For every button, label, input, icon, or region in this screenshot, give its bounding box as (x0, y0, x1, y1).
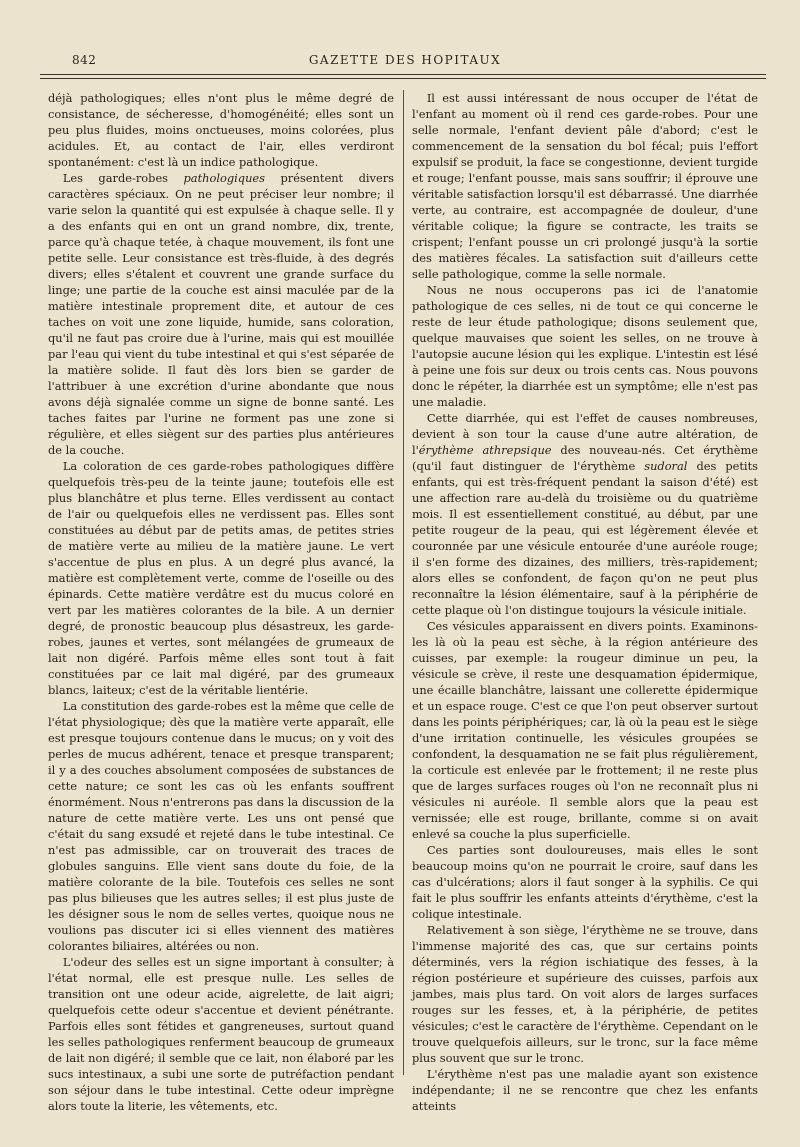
paragraph (48, 698, 394, 954)
paragraph-text: Ces vésicules apparaissent en divers points. Examinons-les là où la peau est sèche, à la région antérieure des cuisses, par exemple: la rougeur diminue un peu, la vésicule se crève, il reste une desquamation épidermique, une écaille blanchâtre, laissant une collerette épidermique et un espace rouge. C'est ce que l'on peut observer surtout dans les points périphériques; car, là où la peau est le siège d'une irritation continuelle, les vésicules groupées se confondent, la desquamation ne se fait plus régulièrement, la corticule est enlevée par le frottement; il ne reste plus que de larges surfaces rouges où l'on ne reconnaît plus ni vésicules ni auréole. Il semble alors que la peau est vernissée; elle est rouge, brillante, comme si on avait enlevé sa couche la plus superficielle. (412, 619, 758, 841)
page-number: 842 (72, 53, 97, 67)
paragraph (412, 618, 758, 842)
article-body (48, 90, 764, 1113)
paragraph-text: La constitution des garde-robes est la même que celle de l'état physiologique; dès que la matière verte apparaît, elle est presque toujours contenue dans le mucus; on y voit des perles de mucus adhérent, tenace et presque transparent; il y a des couches absolument composées de substances de cette nature; ce sont les cas où les enfants souffrent énormément. Nous n'entrerons pas dans la discussion de la nature de cette matière verte. Les uns ont pensé que c'était du sang exsudé et rejeté dans le tube intestinal. Ce n'est pas admissible, car on trouverait des traces de globules sanguins. Elle vient sans doute du foie, de la matière colorante de la bile. Toutefois ces selles ne sont pas plus bilieuses que les autres selles; il est plus juste de les désigner sous le nom de selles vertes, quoique nous ne voulions pas discuter ici si elles viennent des matières colorantes biliaires, altérées ou non. (48, 699, 394, 953)
left-column (48, 90, 394, 1114)
paragraph (48, 170, 394, 458)
column-divider (403, 90, 404, 1075)
paragraph (412, 282, 758, 410)
header-rule (40, 74, 766, 75)
paragraph (412, 410, 758, 618)
paragraph-text: Relativement à son siège, l'érythème ne se trouve, dans l'immense majorité des cas, que sur certains points déterminés, vers la région ischiatique des fesses, à la région postérieure et supérieure des cuisses, parfois aux jambes, mais plus tard. On voit alors de larges surfaces rouges sur les fesses, et, à la périphérie, de petites vésicules; c'est le caractère de l'érythème. Cependant on le trouve quelquefois ailleurs, sur le tronc, sur la face même plus souvent que sur le tronc. (412, 923, 758, 1065)
paragraph-text: L'odeur des selles est un signe important à consulter; à l'état normal, elle est presque nulle. Les selles de transition ont une odeur acide, aigrelette, de lait aigri; quelquefois cette odeur s'accentue et devient pénétrante. Parfois elles sont fétides et gangreneuses, surtout quand les selles pathologiques renferment beaucoup de grumeaux de lait non digéré; il semble que ce lait, non élaboré par les sucs intestinaux, a subi une sorte de putréfaction pendant son séjour dans le tube intestinal. Cette odeur imprègne alors toute la literie, les vêtements, etc. (48, 955, 394, 1113)
paragraph (412, 922, 758, 1066)
header-rule-thin (40, 78, 766, 79)
paragraph-text: Les garde-robes (62, 171, 184, 185)
paragraph-text: Il est aussi intéressant de nous occuper de l'état de l'enfant au moment où il rend ces garde-robes. Pour une selle normale, l'enfant devient pâle d'abord; c'est le commencement de la sensation du bol fécal; puis l'effort expulsif se produit, la face se congestionne, devient turgide et rouge; l'enfant pousse, mais sans souffrir; il éprouve une véritable satisfaction lorsqu'il est débarrassé. Une diarrhée verte, au contraire, est accompagnée de douleur, d'une véritable colique; la figure se contracte, les traits se crispent; l'enfant pousse un cri prolongé jusqu'à la sortie des matières fécales. La satisfaction suit d'ailleurs cette selle pathologique, comme la selle normale. (412, 91, 758, 281)
paragraph (412, 90, 758, 282)
paragraph-text: Nous ne nous occuperons pas ici de l'anatomie pathologique de ces selles, ni de tout ce qui concerne le reste de leur étude pathologique; disons seulement que, quelque mauvaises que soient les selles, on ne trouve à l'autopsie aucune lésion qui les explique. L'intestin est lésé à peine une fois sur deux ou trois cents cas. Nous pouvons donc le répéter, la diarrhée est un symptôme; elle n'est pas une maladie. (412, 283, 758, 409)
italic-term: pathologiques (183, 171, 266, 185)
italic-term: érythème athrepsique (418, 443, 552, 457)
paragraph (48, 90, 394, 170)
paragraph (48, 954, 394, 1114)
paragraph-text: Cette diarrhée, qui est l'effet de causes nombreuses, devient à son tour la cause d'une autre altération, de l' (412, 411, 758, 457)
paragraph-text: L'érythème n'est pas une maladie ayant son existence indépendante; il ne se rencontre que chez les enfants atteints (412, 1067, 758, 1113)
journal-title: GAZETTE DES HOPITAUX (308, 53, 502, 67)
italic-term: sudoral (644, 459, 688, 473)
paragraph (412, 842, 758, 922)
paragraph-text: Ces parties sont douloureuses, mais elles le sont beaucoup moins qu'on ne pourrait le croire, sauf dans les cas d'ulcérations; alors il faut songer à la syphilis. Ce qui fait le plus souffrir les enfants atteints d'érythème, c'est la colique intestinale. (412, 843, 758, 921)
paragraph (412, 1066, 758, 1114)
paragraph-text: La coloration de ces garde-robes pathologiques diffère quelquefois très-peu de la teinte jaune; toutefois elle est plus blanchâtre et plus terne. Elles verdissent au contact de l'air ou quelquefois elles ne verdissent pas. Elles sont constituées au début par de petits amas, de petites stries de matière verte au milieu de la matière jaune. Le vert s'accentue de plus en plus. A un degré plus avancé, la matière est complètement verte, comme de l'oseille ou des épinards. Cette matière verdâtre est du mucus coloré en vert par les matières colorantes de la bile. A un dernier degré, de pronostic beaucoup plus désastreux, les garde-robes, jaunes et vertes, sont mélangées de grumeaux de lait non digéré. Parfois même elles sont tout à fait constituées par ce lait mal digéré, par des grumeaux blancs, laiteux; c'est de la véritable lientérie. (48, 459, 394, 697)
paragraph-text: des petits enfants, qui est très-fréquent pendant la saison d'été) est une affection rare au-delà du troisième ou du quatrième mois. Il est essentiellement constitué, au début, par une petite rougeur de la peau, qui est légèrement élevée et couronnée par une vésicule entourée d'une auréole rouge; il s'en forme des dizaines, des milliers, très-rapidement; alors elles se confondent, de façon qu'on ne peut plus reconnaître la lésion élémentaire, sauf à la périphérie de cette plaque où l'on distingue toujours la vésicule initiale. (412, 459, 759, 617)
paragraph-text: des nouveau-nés. Cet érythème (qu'il faut distinguer de l'érythème (412, 443, 759, 473)
paragraph (48, 458, 394, 698)
right-column (412, 90, 758, 1114)
paragraph-text: présentent divers caractères spéciaux. On ne peut préciser leur nombre; il varie selon la quantité qui est expulsée à chaque selle. Il y a des enfants qui en ont un grand nombre, dix, trente, parce qu'à chaque tetée, à chaque mouvement, ils font une petite selle. Leur consistance est très-fluide, à des degrés divers; elles s'étalent et couvrent une grande surface du linge; une partie de la couche est ainsi maculée par de la matière intestinale proprement dite, et autour de ces taches on voit une zone liquide, humide, sans coloration, qu'il ne faut pas croire due à l'urine, mais qui est mouillée par l'eau qui vient du tube intestinal et qui s'est séparée de la matière solide. Il faut dès lors bien se garder de l'attribuer à une excrétion d'urine abondante que nous avons déjà signalée comme un signe de bonne santé. Les taches faites par l'urine ne forment pas une zone si régulière, et elles siègent sur des parties plus antérieures de la couche. (48, 171, 394, 457)
paragraph-text: déjà pathologiques; elles n'ont plus le même degré de consistance, de sécheresse, d'homogénéité; elles sont un peu plus fluides, moins onctueuses, moins colorées, plus acidules. Et, au contact de l'air, elles verdiront spontanément: c'est là un indice pathologique. (48, 91, 394, 169)
page-header (46, 50, 764, 72)
